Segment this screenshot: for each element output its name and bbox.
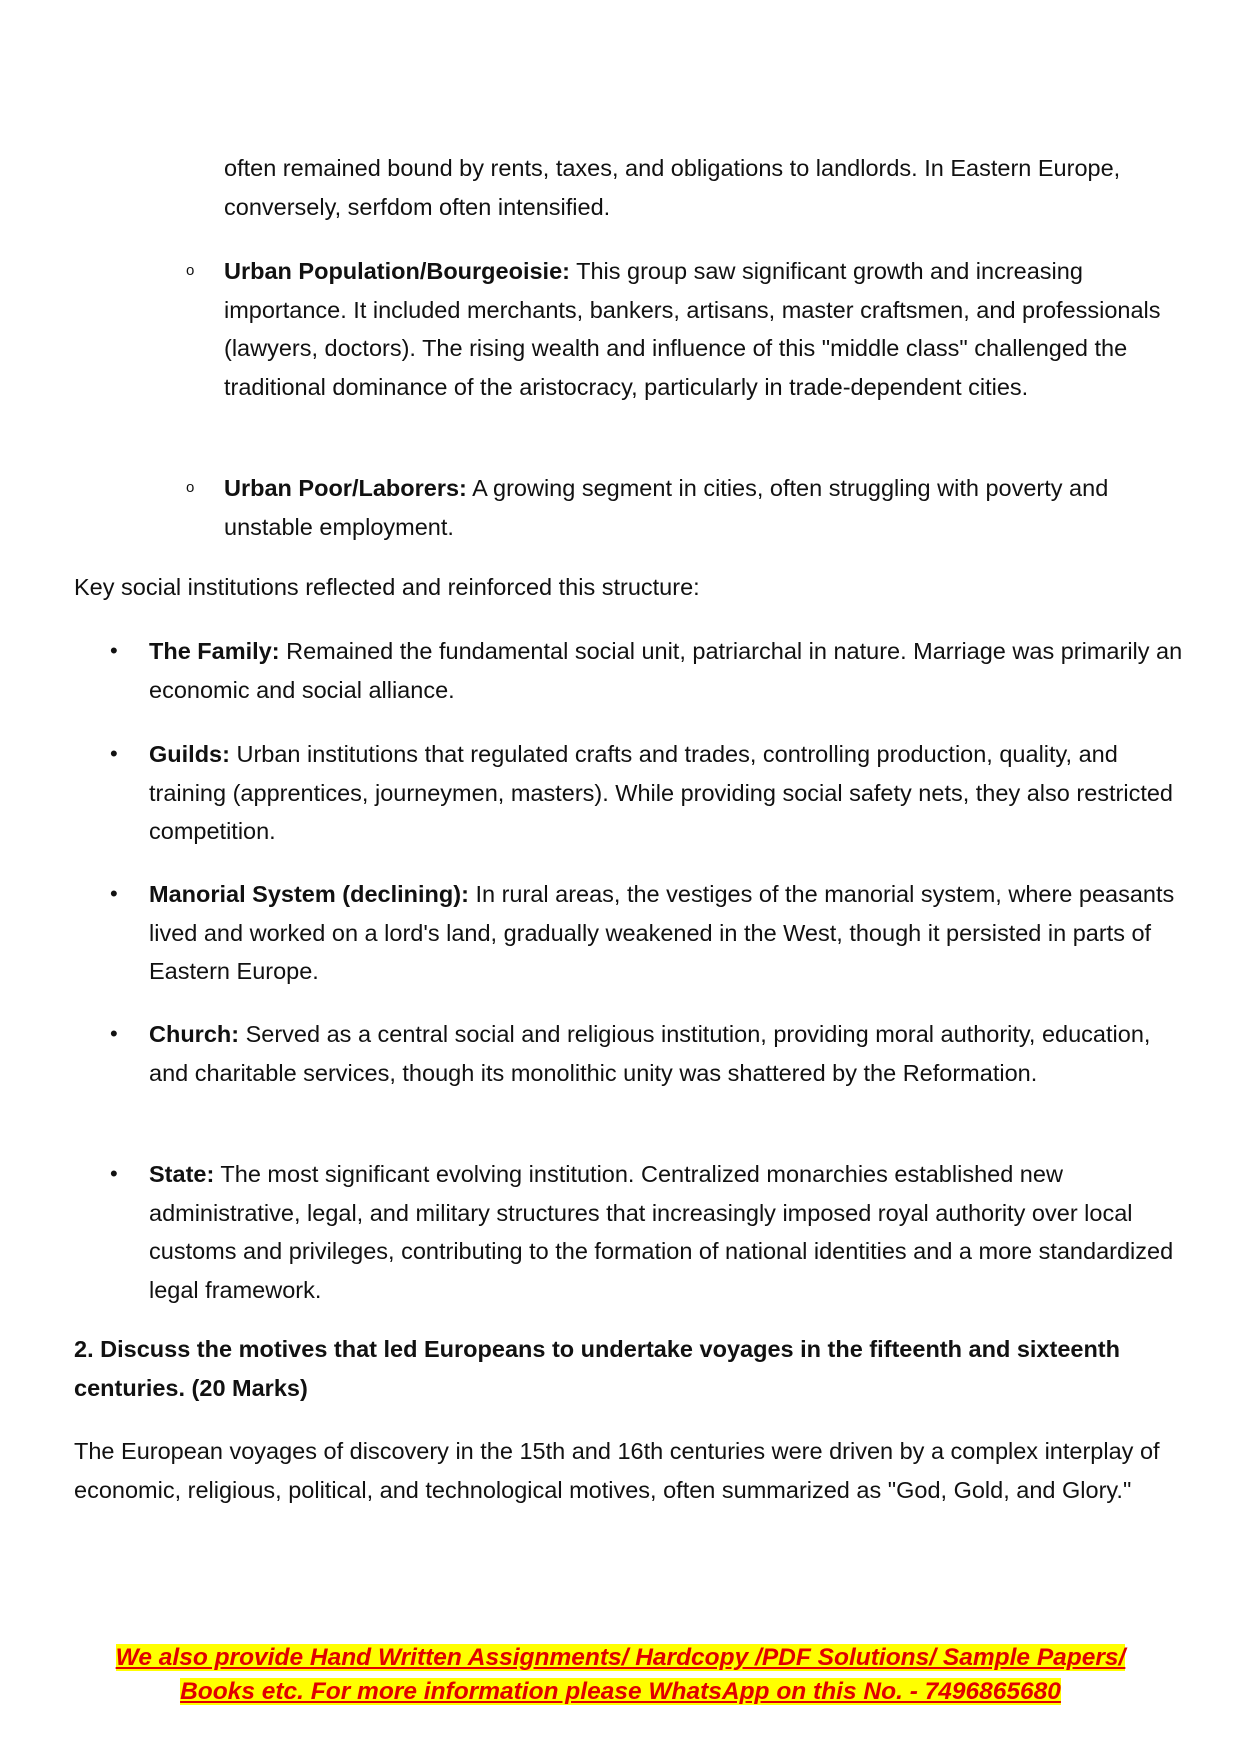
circle-bullet-icon: o (186, 262, 195, 279)
bullet-icon: • (110, 1021, 118, 1046)
promo-footer (60, 1641, 1181, 1709)
answer-intro (74, 1432, 1184, 1509)
list-item-text: Urban institutions that regulated crafts and trades, controlling production, quality, and training (apprentices, journeymen, masters). While providing social safety nets, they also restricted competition. (149, 741, 1174, 844)
institutions-intro-text: Key social institutions reflected and reinforced this structure: (74, 574, 700, 600)
list-item-title: The Family: (149, 638, 280, 664)
question-text: 2. Discuss the motives that led Europeans to undertake voyages in the fifteenth and sixteenth centuries. (20 Marks) (74, 1336, 1120, 1401)
sub-item-title: Urban Population/Bourgeoisie: (224, 258, 570, 284)
list-item-family (110, 632, 1184, 709)
sub-item-title: Urban Poor/Laborers: (224, 475, 467, 501)
continuation-text (224, 149, 1184, 226)
continuation-text-content: often remained bound by rents, taxes, and obligations to landlords. In Eastern Europe, conversely, serfdom often intensified. (224, 155, 1121, 220)
question-heading (74, 1330, 1184, 1407)
bullet-icon: • (110, 1161, 118, 1186)
sub-item-text: A growing segment in cities, often struggling with poverty and unstable employment. (224, 475, 1109, 540)
bullet-icon: • (110, 881, 118, 906)
list-item-church (110, 1015, 1184, 1092)
list-item-guilds (110, 735, 1184, 851)
list-item-title: Church: (149, 1021, 240, 1047)
list-item-text: Remained the fundamental social unit, patriarchal in nature. Marriage was primarily an economic and social alliance. (149, 638, 1183, 703)
list-item-title: Guilds: (149, 741, 230, 767)
bullet-icon: • (110, 741, 118, 766)
list-item-text: Served as a central social and religious institution, providing moral authority, education, and charitable services, though its monolithic unity was shattered by the Reformation. (149, 1021, 1151, 1086)
list-item-text: In rural areas, the vestiges of the manorial system, where peasants lived and worked on a lord's land, gradually weakened in the West, though it persisted in parts of Eastern Europe. (149, 881, 1175, 984)
institutions-intro (74, 568, 1184, 607)
list-item-manorial-system (110, 875, 1184, 991)
sub-item-text: This group saw significant growth and increasing importance. It included merchants, bankers, artisans, master craftsmen, and professionals (lawyers, doctors). The rising wealth and influence of this "middle class" challenged the traditional dominance of the aristocracy, particularly in trade-dependent cities. (224, 258, 1161, 400)
list-item-text: The most significant evolving institution. Centralized monarchies established new administrative, legal, and military structures that increasingly imposed royal authority over local customs and privileges, contributing to the formation of national identities and a more standardized legal framework. (149, 1161, 1174, 1303)
list-item-title: Manorial System (declining): (149, 881, 469, 907)
circle-bullet-icon: o (186, 479, 195, 496)
sub-item-urban-population (186, 252, 1184, 406)
list-item-state (110, 1155, 1184, 1309)
promo-line-2: Books etc. For more information please WhatsApp on this No. - 7496865680 (180, 1678, 1061, 1705)
promo-line-1: We also provide Hand Written Assignments/ Hardcopy /PDF Solutions/ Sample Papers/ (115, 1644, 1126, 1671)
bullet-icon: • (110, 638, 118, 663)
sub-item-urban-poor (186, 469, 1184, 546)
answer-intro-text: The European voyages of discovery in the 15th and 16th centuries were driven by a complex interplay of economic, religious, political, and technological motives, often summarized as "God, Gold, and Glory." (74, 1438, 1160, 1503)
list-item-title: State: (149, 1161, 215, 1187)
